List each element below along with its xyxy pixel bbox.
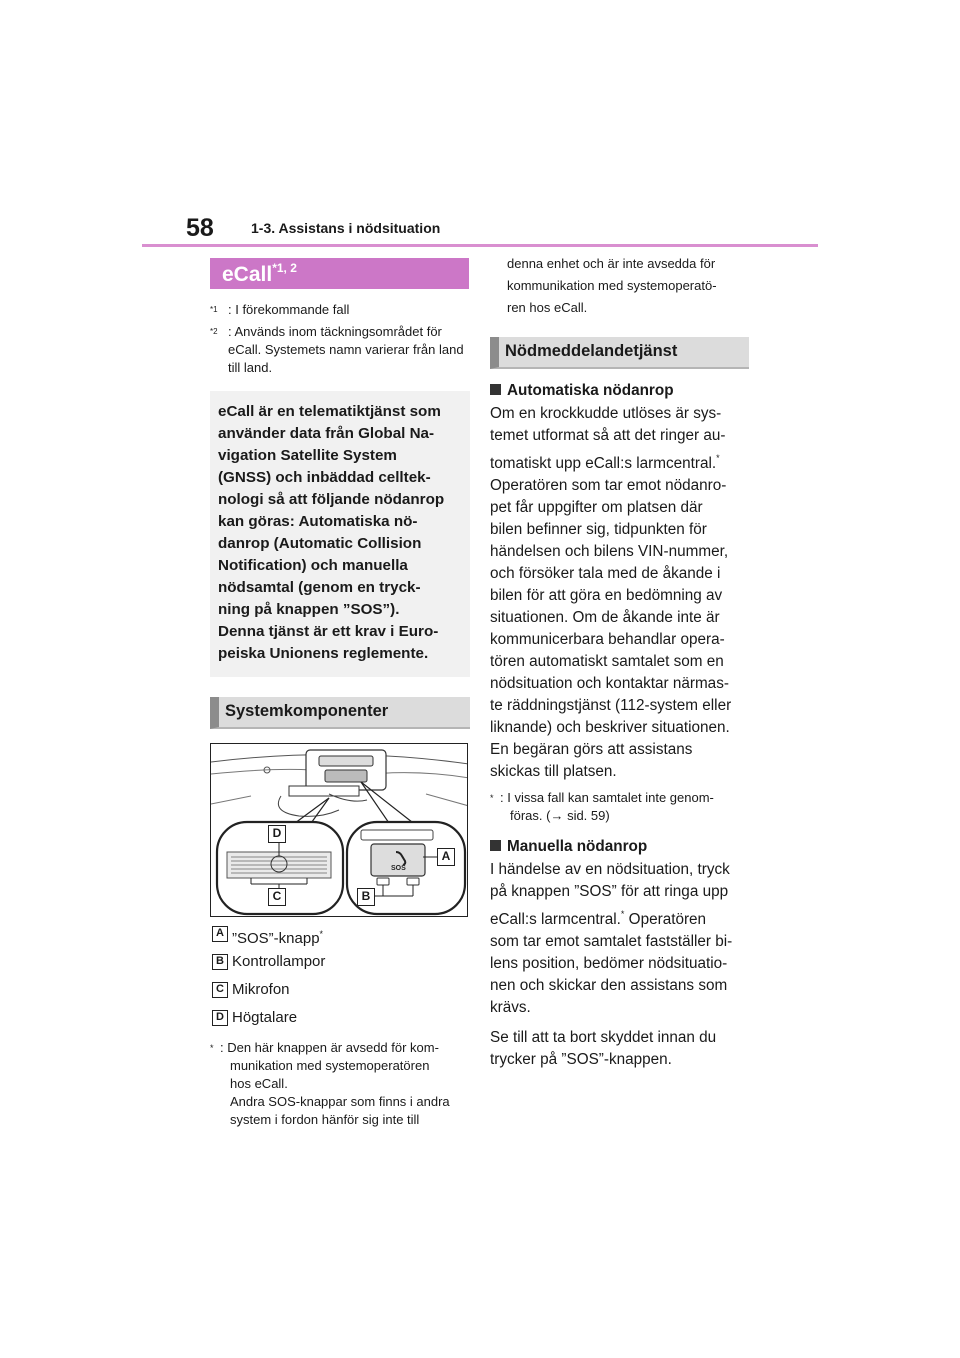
legend-badge: D [212,1010,228,1026]
footnote-line: Andra SOS-knappar som finns i andra [230,1094,450,1109]
legend-badge: C [212,982,228,998]
body-line: En begäran görs att assistans [490,741,693,758]
footnote-reference: * [620,909,625,919]
body-line: Operatören som tar emot nödanro- [490,477,727,494]
footnote-line: denna enhet och är inte avsedda för [507,256,716,271]
footnote-line: kommunikation med systemoperatö- [507,278,717,293]
section-title-superscript: *1, 2 [272,261,297,275]
footnote-mark: *1 [210,305,218,314]
footnote-line: : I vissa fall kan samtalet inte genom- [500,790,714,805]
body-line: som tar emot samtalet fastställer bi- [490,933,733,950]
body-line: te räddningstjänst (112-system eller [490,697,732,714]
info-line: eCall är en telematiktjänst som [218,403,441,420]
component-illustration [210,743,468,917]
sos-footnote [210,1039,470,1129]
body-line: eCall:s larmcentral. [490,911,621,928]
body-line: krävs. [490,999,531,1016]
info-line: nologi så att följande nödanrop [218,491,445,508]
right-column [490,253,752,1071]
callout-a: A [437,848,455,866]
info-line: (GNSS) och inbäddad celltek- [218,469,431,486]
legend-label: Högtalare [232,1009,298,1026]
section-title-band [210,258,469,289]
body-line: och försöker tala med de åkande i [490,565,721,582]
systemkomponenter-heading: Systemkomponenter [210,697,470,729]
callout-d: D [268,825,286,843]
footnote-mark: * [210,1043,214,1053]
component-legend [210,925,470,1037]
body-line: på knappen ”SOS” för att ringa upp [490,883,729,900]
bullet-square-icon [490,840,501,851]
info-box [210,391,470,677]
info-line: kan göras: Automatiska nö- [218,513,418,530]
footnote-1 [210,301,470,319]
body-line: bilen befinner sig, tidpunkten för [490,521,707,538]
left-column [210,258,470,1129]
callout-b: B [357,888,375,906]
body-line: tomatiskt upp eCall:s larmcentral. [490,455,717,472]
auto-call-heading [490,381,752,401]
info-line: använder data från Global Na- [218,425,435,442]
body-line: I händelse av en nödsituation, tryck [490,861,730,878]
legend-badge: B [212,954,228,970]
manual-call-body [490,859,748,1019]
legend-item-b [210,953,470,981]
overhead-console-drawing [211,744,468,917]
body-line: liknande) och beskriver situationen. [490,719,730,736]
legend-badge: A [212,926,228,942]
info-line: vigation Satellite System [218,447,397,464]
auto-call-heading-text: Automatiska nödanrop [507,382,674,399]
manual-call-heading [490,837,752,857]
footnote-continued [490,253,752,319]
nodmeddelandetjanst-heading: Nödmeddelandetjänst [490,337,749,369]
legend-item-c [210,981,470,1009]
callout-c: C [268,888,286,906]
chapter-title: 1-3. Assistans i nödsituation [251,220,441,236]
body-line: händelsen och bilens VIN-nummer, [490,543,729,560]
legend-item-d [210,1009,470,1037]
header-divider [142,244,818,247]
sos-button-text: SOS [391,865,406,872]
footnote-line: system i fordon hänför sig inte till [230,1112,420,1127]
page-number: 58 [186,214,214,242]
bullet-square-icon [490,384,501,395]
body-line: nen och skickar den assistans som [490,977,728,994]
body-line: Om en krockkudde utlöses är sys- [490,405,722,422]
footnote-reference: * [716,453,720,463]
body-line: kommunicerbara behandlar opera- [490,631,725,648]
legend-label: Mikrofon [232,981,290,998]
footnote-line: hos eCall. [230,1076,288,1091]
body-line: bilen för att göra en bedömning av [490,587,723,604]
footnote-line: : Den här knappen är avsedd för kom- [220,1040,439,1055]
footnote-text: : I förekommande fall [228,302,350,317]
info-line: danrop (Automatic Collision [218,535,422,552]
legend-item-a [210,925,470,953]
footnote-mark: * [490,793,494,803]
body-line: tören automatiskt samtalet som en [490,653,724,670]
body-line: Operatören [624,911,707,928]
info-line: Denna tjänst är ett krav i Euro- [218,623,439,640]
auto-call-footnote [490,789,752,825]
body-line: Se till att ta bort skyddet innan du [490,1029,717,1046]
footnote-line: ren hos eCall. [507,300,588,315]
footnote-2 [210,323,470,377]
footnote-line: föras. (→ sid. 59) [510,808,610,823]
manual-call-heading-text: Manuella nödanrop [507,838,648,855]
legend-label: ”SOS”-knapp [232,930,320,947]
closing-paragraph [490,1027,748,1071]
info-line: Notification) och manuella [218,557,408,574]
info-line: ning på knappen ”SOS”). [218,601,400,618]
footnote-mark: *2 [210,327,218,336]
body-line: nödsituation och kontaktar närmas- [490,675,729,692]
section-title: eCall [222,263,273,286]
info-line: nödsamtal (genom en tryck- [218,579,421,596]
body-line: skickas till platsen. [490,763,617,780]
body-line: situationen. Om de åkande inte är [490,609,720,626]
footnote-text: : Används inom täckningsområdet för eCall. Systemets namn varierar från land till land. [228,324,464,375]
body-line: temet utformat så att det ringer au- [490,427,726,444]
info-line: peiska Unionens reglemente. [218,645,429,662]
body-line: trycker på ”SOS”-knappen. [490,1051,672,1068]
legend-label: Kontrollampor [232,953,326,970]
body-line: lens position, bedömer nödsituatio- [490,955,728,972]
body-line: pet får uppgifter om platsen där [490,499,703,516]
footnote-line: munikation med systemoperatören [230,1058,430,1073]
auto-call-body [490,403,748,783]
legend-sup: * [319,929,324,939]
title-footnotes [210,301,470,377]
